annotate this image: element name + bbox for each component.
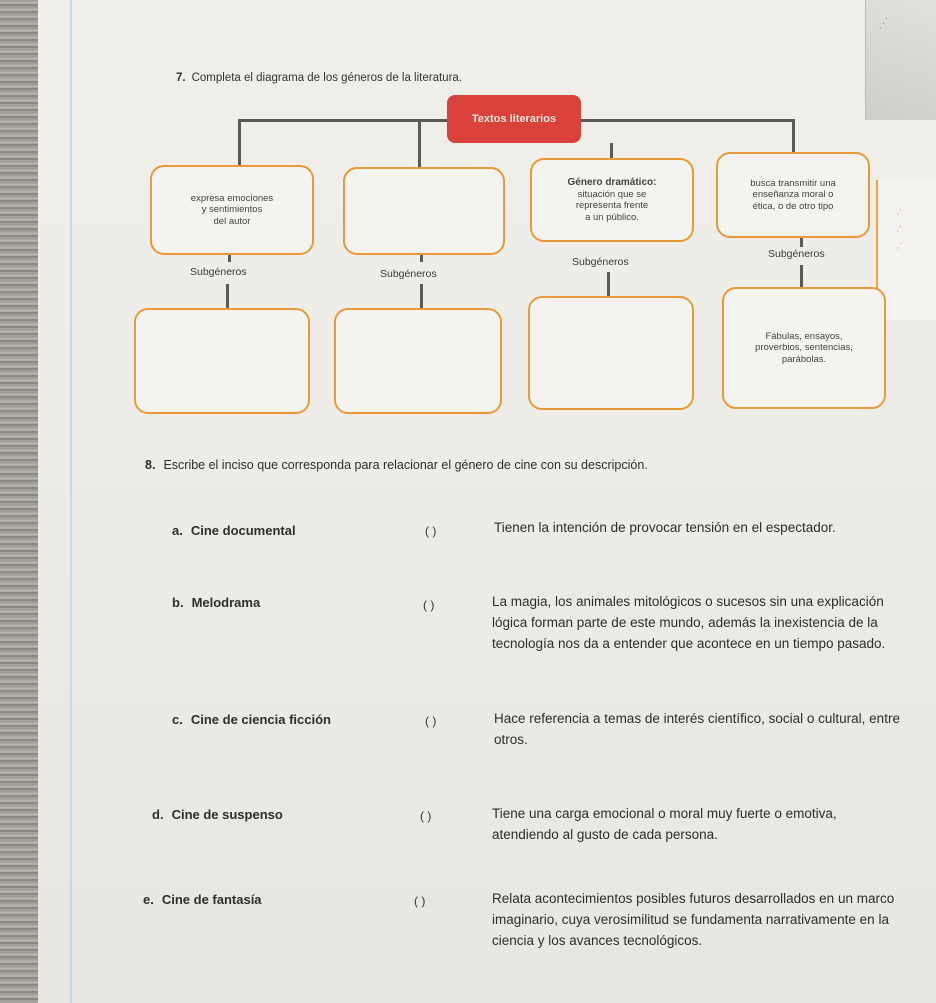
question-7-number: 7. bbox=[176, 72, 186, 84]
question-8-number: 8. bbox=[145, 458, 156, 472]
answer-blank-c[interactable]: ( ) bbox=[425, 714, 437, 728]
subgenre-label-4: Subgéneros bbox=[768, 248, 825, 260]
connector-stem-1 bbox=[238, 119, 241, 167]
connector-child-2 bbox=[420, 284, 423, 308]
connector-child-3 bbox=[607, 272, 610, 296]
genre-box-empty[interactable] bbox=[343, 167, 505, 255]
genre-box-didactic bbox=[716, 152, 870, 238]
genre-item-c bbox=[172, 712, 331, 727]
folded-page-corner: · · · bbox=[865, 0, 936, 120]
connector-sub-4 bbox=[800, 237, 803, 247]
answer-blank-d[interactable]: ( ) bbox=[420, 809, 432, 823]
genre-item-b bbox=[172, 595, 260, 610]
genre-item-a-letter: a. bbox=[172, 523, 183, 538]
page-margin-line bbox=[70, 0, 72, 1003]
diagram-root-node: Textos literarios bbox=[447, 95, 581, 143]
genre-box-didactic-line-2: enseñanza moral o bbox=[752, 189, 834, 201]
genre-item-c-letter: c. bbox=[172, 712, 183, 727]
genre-item-e-letter: e. bbox=[143, 892, 154, 907]
genre-item-b-name: Melodrama bbox=[191, 595, 261, 610]
genre-item-c-name: Cine de ciencia ficción bbox=[190, 712, 331, 727]
genre-box-dramatic-line-3: a un público. bbox=[585, 211, 639, 223]
question-8-prompt: Escribe el inciso que corresponda para relacionar el género de cine con su descripción. bbox=[163, 458, 648, 472]
question-8-heading bbox=[145, 458, 648, 472]
question-7-prompt: Completa el diagrama de los géneros de la literatura. bbox=[191, 72, 462, 84]
worksheet-page bbox=[38, 0, 936, 1003]
description-d: Tiene una carga emocional o moral muy fuerte o emotiva, atendiendo al gusto de cada persona. bbox=[492, 806, 837, 842]
subgenre-box-4-line-1: Fábulas, ensayos, bbox=[765, 330, 843, 342]
genre-item-b-letter: b. bbox=[172, 595, 184, 610]
description-a: Tienen la intención de provocar tensión en el espectador. bbox=[494, 520, 836, 535]
connector-stem-2 bbox=[418, 119, 421, 167]
genre-item-d-letter: d. bbox=[152, 807, 164, 822]
genre-box-dramatic-line-1: situación que se bbox=[577, 188, 647, 200]
answer-blank-b[interactable]: ( ) bbox=[423, 598, 435, 612]
genre-box-lyric-line-1: expresa emociones bbox=[190, 192, 274, 204]
genre-item-d-name: Cine de suspenso bbox=[171, 807, 283, 822]
genre-box-didactic-line-3: ética, o de otro tipo bbox=[752, 200, 834, 212]
description-b: La magia, los animales mitológicos o sucesos sin una explicación lógica forman parte de este mundo, además la inexistencia de la tecnología nos da a entender que acontece en un tiempo pasado. bbox=[492, 594, 886, 651]
genre-box-dramatic-title: Género dramático: bbox=[567, 176, 657, 188]
subgenre-box-1[interactable] bbox=[134, 308, 310, 414]
subgenre-label-1: Subgéneros bbox=[190, 266, 247, 278]
genre-item-d bbox=[152, 807, 283, 822]
answer-blank-a[interactable]: ( ) bbox=[425, 524, 437, 538]
connector-child-4 bbox=[800, 265, 803, 287]
genre-box-lyric bbox=[150, 165, 314, 255]
notebook-spiral bbox=[0, 0, 40, 1003]
genre-box-dramatic-line-2: representa frente bbox=[575, 200, 649, 212]
answer-blank-e[interactable]: ( ) bbox=[414, 894, 426, 908]
description-c: Hace referencia a temas de interés científico, social o cultural, entre otros. bbox=[494, 711, 900, 747]
subgenre-box-4 bbox=[722, 287, 886, 409]
genre-box-lyric-line-3: del autor bbox=[213, 215, 251, 227]
adjacent-page-strip: · · · · · · bbox=[876, 180, 936, 320]
subgenre-label-2: Subgéneros bbox=[380, 268, 437, 280]
subgenre-box-4-line-2: proverbios, sentencias, bbox=[755, 342, 853, 354]
genre-box-dramatic bbox=[530, 158, 694, 242]
genre-box-didactic-line-1: busca transmitir una bbox=[750, 177, 836, 189]
subgenre-box-3[interactable] bbox=[528, 296, 694, 410]
genre-box-lyric-line-2: y sentimientos bbox=[201, 204, 263, 216]
genre-item-e-name: Cine de fantasía bbox=[161, 892, 262, 907]
description-e: Relata acontecimientos posibles futuros desarrollados en un marco imaginario, cuya verosimilitud se fundamenta narrativamente en la ciencia y los avances tecnológicos. bbox=[492, 891, 895, 948]
question-7-heading bbox=[176, 72, 462, 84]
subgenre-box-2[interactable] bbox=[334, 308, 502, 414]
subgenre-box-4-line-3: parábolas. bbox=[781, 353, 827, 365]
genre-item-a-name: Cine documental bbox=[190, 523, 296, 538]
genre-item-a bbox=[172, 523, 296, 538]
subgenre-label-3: Subgéneros bbox=[572, 256, 629, 268]
genre-item-e bbox=[143, 892, 262, 907]
connector-child-1 bbox=[226, 284, 229, 308]
